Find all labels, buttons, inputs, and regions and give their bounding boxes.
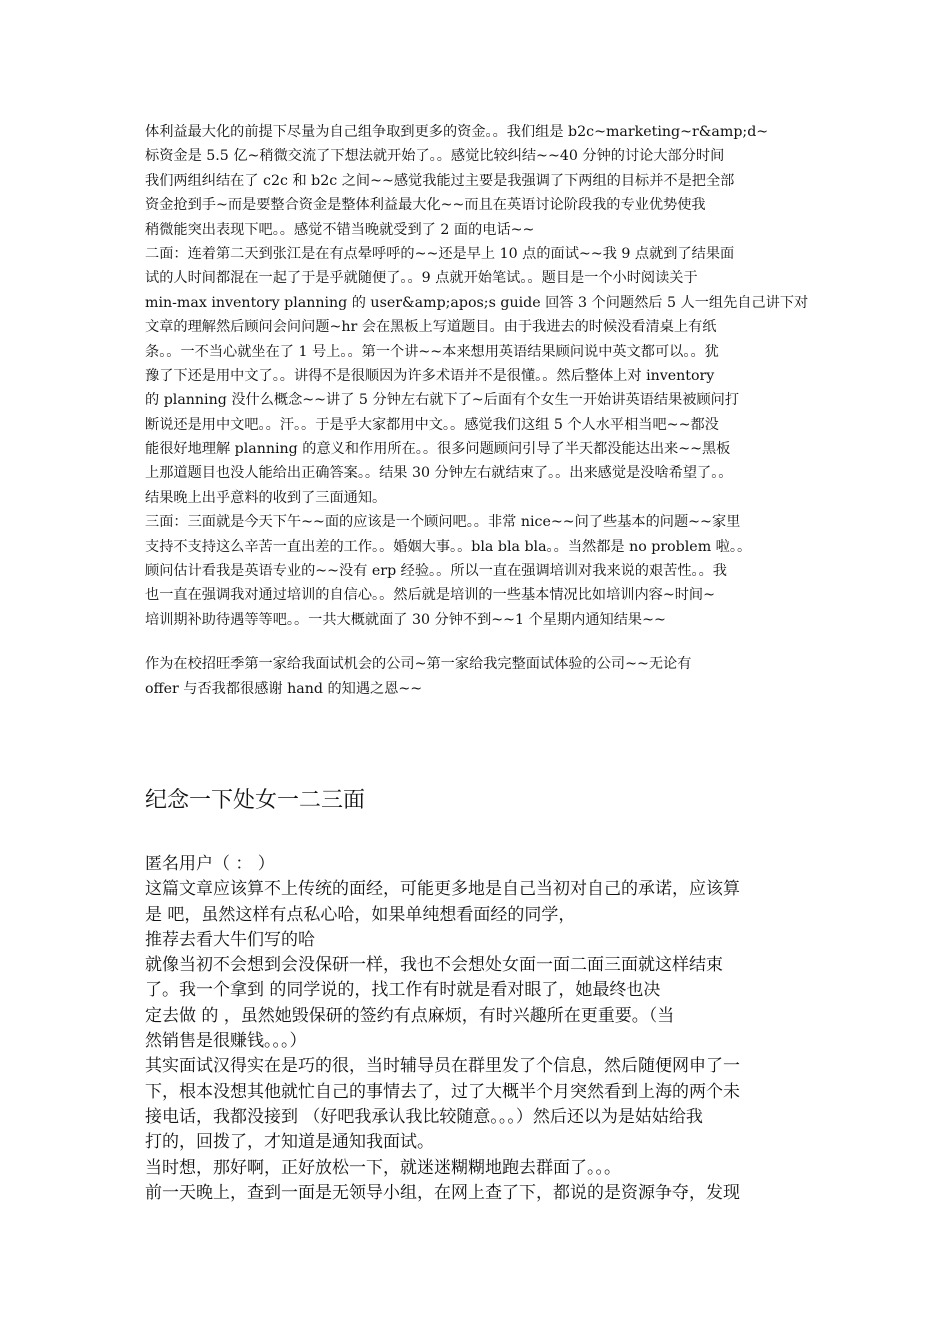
paragraph-gap xyxy=(145,632,810,652)
text-line: 结果晚上出乎意料的收到了三面通知。 xyxy=(145,489,387,506)
text-line: 就像当初不会想到会没保研一样，我也不会想处女面一面二面三面就这样结束 xyxy=(145,955,723,976)
text-line: 上那道题目也没人能给出正确答案。。结果 30 分钟左右就结束了。。出来感觉是没啥希望了。。 xyxy=(145,465,733,482)
text-line: 这篇文章应该算不上传统的面经，可能更多地是自己当初对自己的承诺，应该算 xyxy=(145,879,740,900)
text-line: 下，根本没想其他就忙自己的事情去了，过了大概半个月突然看到上海的两个未 xyxy=(145,1081,740,1102)
text-line: 是 吧，虽然这样有点私心哈，如果单纯想看面经的同学， xyxy=(145,904,576,925)
text-line: 三面：三面就是今天下午~~面的应该是一个顾问吧。。非常 nice~~问了些基本的问题~~家里 xyxy=(145,514,741,531)
text-line: 的 planning 没什么概念~~讲了 5 分钟左右就下了~后面有个女生一开始讲英语结果被顾问打 xyxy=(145,392,740,409)
article-heading: 纪念一下处女一二三面 xyxy=(145,788,366,813)
text-line: 资金抢到手~而是要整合资金是整体利益最大化~~而且在英语讨论阶段我的专业优势使我 xyxy=(145,197,706,214)
text-line: 作为在校招旺季第一家给我面试机会的公司~第一家给我完整面试体验的公司~~无论有 xyxy=(145,656,692,673)
text-line: 试的人时间都混在一起了于是乎就随便了。。9 点就开始笔试。。题目是一个小时阅读关于 xyxy=(145,270,698,287)
text-line: 接电话，我都没接到 （好吧我承认我比较随意。。。）然后还以为是姑姑给我 xyxy=(145,1106,703,1127)
text-line: 其实面试汉得实在是巧的很，当时辅导员在群里发了个信息，然后随便网申了一 xyxy=(145,1056,740,1077)
text-line: 文章的理解然后顾问会问问题~hr 会在黑板上写道题目。由于我进去的时候没看清桌上有纸 xyxy=(145,319,717,336)
text-line: 二面：连着第二天到张江是在有点晕呼呼的~~还是早上 10 点的面试~~我 9 点就到了结果面 xyxy=(145,245,735,262)
text-line: 打的，回拨了，才知道是通知我面试。 xyxy=(145,1132,434,1153)
text-line: min-max inventory planning 的 user&amp;apos;s guide 回答 3 个问题然后 5 人一组先自己讲下对 xyxy=(145,294,809,311)
text-line: 条。。一不当心就坐在了 1 号上。。第一个讲~~本来想用英语结果顾问说中英文都可以。。犹 xyxy=(145,343,719,360)
text-line: 稍微能突出表现下吧。。感觉不错当晚就受到了 2 面的电话~~ xyxy=(145,221,535,238)
text-line: 也一直在强调我对通过培训的自信心。。然后就是培训的一些基本情况比如培训内容~时间~ xyxy=(145,587,715,604)
article-body xyxy=(145,852,810,1206)
interview-notes-text xyxy=(145,120,810,701)
text-line: 顾问估计看我是英语专业的~~没有 erp 经验。。所以一直在强调培训对我来说的艰苦性。。我 xyxy=(145,563,727,580)
author-line: 匿名用户（ ： ） xyxy=(145,854,275,874)
text-line: 推荐去看大牛们写的哈 xyxy=(145,929,315,950)
text-line: 豫了下还是用中文了。。讲得不是很顺因为许多术语并不是很懂。。然后整体上对 inventory xyxy=(145,367,715,384)
text-line: offer 与否我都很感谢 hand 的知遇之恩~~ xyxy=(145,680,423,697)
text-line: 当时想，那好啊，正好放松一下，就迷迷糊糊地跑去群面了。。。 xyxy=(145,1157,621,1178)
text-line: 能很好地理解 planning 的意义和作用所在。。很多问题顾问引导了半天都没能达出来~~黑板 xyxy=(145,441,731,458)
text-line: 前一天晚上，查到一面是无领导小组，在网上查了下，都说的是资源争夺，发现 xyxy=(145,1182,740,1203)
text-line: 标资金是 5.5 亿~稍微交流了下想法就开始了。。感觉比较纠结~~40 分钟的讨论大部分时间 xyxy=(145,148,725,165)
text-line: 支持不支持这么辛苦一直出差的工作。。婚姻大事。。bla bla bla。。当然都是 no problem 啦。。 xyxy=(145,538,752,555)
text-line: 培训期补助待遇等等吧。。一共大概就面了 30 分钟不到~~1 个星期内通知结果~~ xyxy=(145,611,666,628)
text-line: 了。我一个拿到 的同学说的，找工作有时就是看对眼了，她最终也决 xyxy=(145,980,661,1001)
text-line: 定去做 的 ，虽然她毁保研的签约有点麻烦，有时兴趣所在更重要。（当 xyxy=(145,1005,675,1026)
text-line: 体利益最大化的前提下尽量为自己组争取到更多的资金。。我们组是 b2c~marketing~r&amp;d~ xyxy=(145,124,769,140)
text-line: 我们两组纠结在了 c2c 和 b2c 之间~~感觉我能过主要是我强调了下两组的目标并不是把全部 xyxy=(145,172,735,189)
text-line: 然销售是很赚钱。。。） xyxy=(145,1031,307,1052)
text-line: 断说还是用中文吧。。汗。。于是乎大家都用中文。。感觉我们这组 5 个人水平相当吧~~都没 xyxy=(145,416,719,433)
